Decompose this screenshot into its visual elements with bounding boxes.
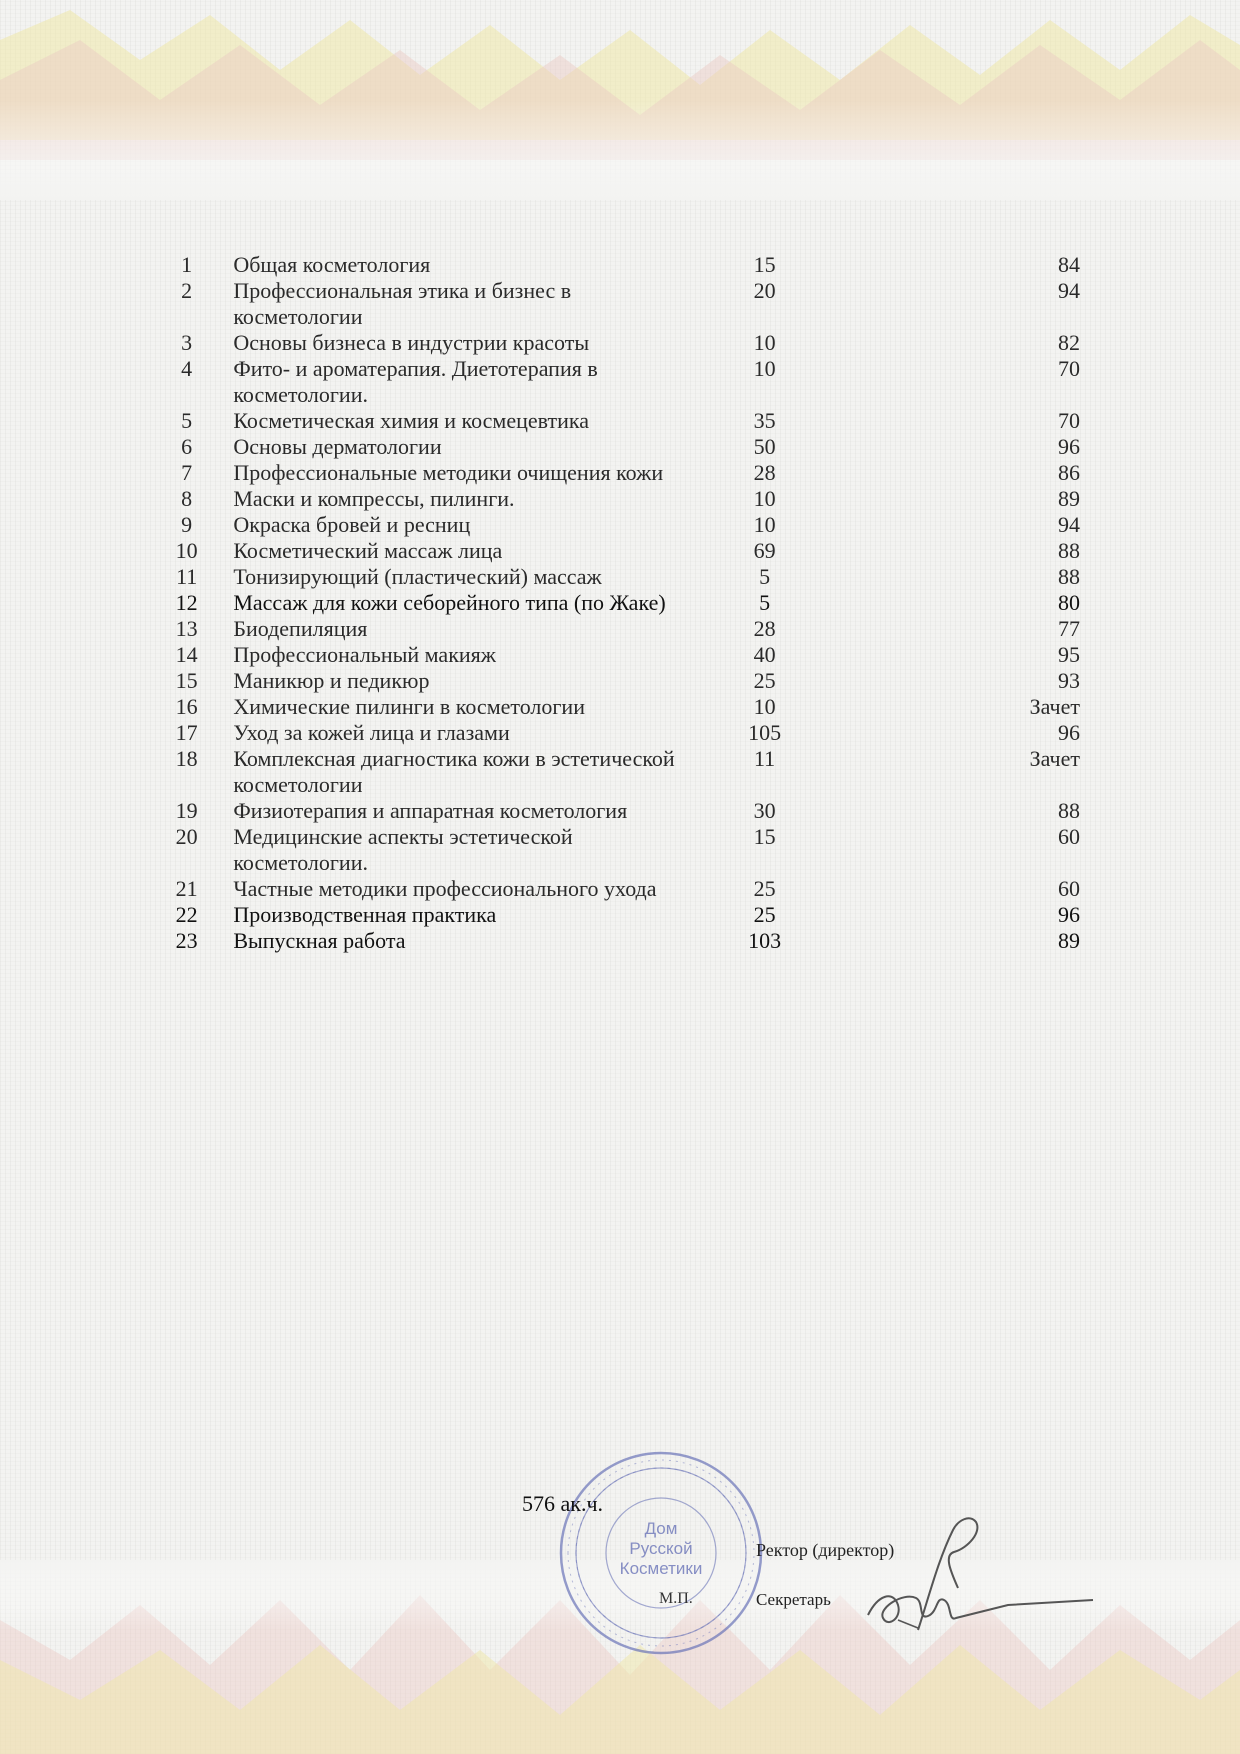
subject-number: 12 — [175, 590, 198, 615]
total-hours: 576 ак.ч. — [522, 1491, 604, 1516]
subject-number: 20 — [175, 824, 198, 849]
subject-grade: Зачет — [1029, 746, 1080, 771]
subject-number: 14 — [175, 642, 198, 667]
subject-number: 15 — [175, 668, 198, 693]
subject-row — [160, 928, 1110, 954]
subject-name: Косметическая химия и космецевтика — [233, 408, 589, 433]
subject-hours: 50 — [753, 434, 776, 459]
stamp-text-line-2: Русской — [629, 1539, 693, 1558]
subject-hours: 28 — [753, 460, 776, 485]
subject-row — [160, 616, 1110, 642]
subject-row — [160, 642, 1110, 668]
subject-number: 8 — [181, 486, 193, 511]
subject-number: 23 — [175, 928, 198, 953]
subject-number: 1 — [181, 252, 193, 277]
subject-number: 16 — [175, 694, 198, 719]
subject-grade: 84 — [1058, 252, 1080, 277]
subject-grade: 94 — [1058, 512, 1080, 537]
subject-grade: 82 — [1058, 330, 1080, 355]
decorative-top-band — [0, 0, 1240, 200]
subject-row — [160, 408, 1110, 434]
subject-number: 18 — [175, 746, 198, 771]
subject-row — [160, 564, 1110, 590]
subject-name: Частные методики профессионального ухода — [233, 876, 657, 901]
subject-name: Фито- и ароматерапия. Диетотерапия в косметологии. — [233, 356, 598, 407]
subject-row — [160, 460, 1110, 486]
subject-name: Профессиональный макияж — [233, 642, 496, 667]
subject-hours: 11 — [753, 746, 776, 771]
subject-grade: 93 — [1058, 668, 1080, 693]
subject-row — [160, 902, 1110, 928]
subject-grade: 60 — [1058, 824, 1080, 849]
subject-number: 13 — [175, 616, 198, 641]
institution-stamp — [556, 1448, 766, 1658]
subject-name: Окраска бровей и ресниц — [233, 512, 471, 537]
subject-number: 11 — [176, 564, 198, 589]
subject-number: 4 — [181, 356, 193, 381]
stamp-text-line-3: Косметики — [619, 1559, 703, 1578]
subject-name: Массаж для кожи себорейного типа (по Жаке) — [233, 590, 666, 615]
subject-number: 5 — [181, 408, 193, 433]
subject-grade: 88 — [1058, 798, 1080, 823]
subject-row — [160, 590, 1110, 616]
subject-name: Тонизирующий (пластический) массаж — [233, 564, 602, 589]
subject-number: 19 — [175, 798, 198, 823]
subject-name: Маски и компрессы, пилинги. — [233, 486, 515, 511]
subject-hours: 35 — [753, 408, 776, 433]
subject-hours: 105 — [748, 720, 782, 745]
subject-grade: 77 — [1058, 616, 1080, 641]
subject-hours: 5 — [759, 590, 771, 615]
subject-row — [160, 746, 1110, 798]
subject-hours: 103 — [748, 928, 782, 953]
subject-number: 7 — [181, 460, 193, 485]
subject-row — [160, 538, 1110, 564]
subject-name: Общая косметология — [233, 252, 431, 277]
subject-hours: 69 — [753, 538, 776, 563]
subject-hours: 25 — [753, 668, 776, 693]
subject-name: Медицинские аспекты эстетической косметологии. — [233, 824, 573, 875]
subject-name: Физиотерапия и аппаратная косметология — [233, 798, 628, 823]
subject-grade: 96 — [1058, 720, 1080, 745]
subject-row — [160, 486, 1110, 512]
subject-row — [160, 798, 1110, 824]
subject-hours: 30 — [753, 798, 776, 823]
subject-name: Основы бизнеса в индустрии красоты — [233, 330, 590, 355]
subject-name: Комплексная диагностика кожи в эстетической косметологии — [233, 746, 675, 797]
subject-hours: 10 — [753, 330, 776, 355]
subject-row — [160, 694, 1110, 720]
subject-hours: 10 — [753, 512, 776, 537]
subject-number: 3 — [181, 330, 193, 355]
subject-grade: 60 — [1058, 876, 1080, 901]
subject-name: Основы дерматологии — [233, 434, 442, 459]
subject-row — [160, 668, 1110, 694]
subject-grade: 88 — [1058, 564, 1080, 589]
subject-hours: 10 — [753, 486, 776, 511]
subject-hours: 20 — [753, 278, 776, 303]
subject-grade: 96 — [1058, 902, 1080, 927]
subject-name: Маникюр и педикюр — [233, 668, 430, 693]
subject-number: 17 — [175, 720, 198, 745]
subject-hours: 10 — [753, 356, 776, 381]
handwritten-signature — [858, 1500, 1098, 1650]
secretary-label: Секретарь — [756, 1590, 831, 1609]
subject-number: 9 — [181, 512, 193, 537]
subject-grade: 70 — [1058, 408, 1080, 433]
subject-row — [160, 720, 1110, 746]
subject-number: 10 — [175, 538, 198, 563]
subject-grade: 95 — [1058, 642, 1080, 667]
subject-grade: 89 — [1058, 486, 1080, 511]
subject-hours: 40 — [753, 642, 776, 667]
subject-name: Уход за кожей лица и глазами — [233, 720, 510, 745]
subject-name: Биодепиляция — [233, 616, 368, 641]
subject-row — [160, 252, 1110, 278]
subject-row — [160, 824, 1110, 876]
subject-grade: 89 — [1058, 928, 1080, 953]
subject-number: 6 — [181, 434, 193, 459]
subject-number: 21 — [175, 876, 198, 901]
subjects-table — [160, 252, 1110, 954]
subject-name: Профессиональные методики очищения кожи — [233, 460, 664, 485]
subject-hours: 25 — [753, 902, 776, 927]
subject-hours: 25 — [753, 876, 776, 901]
subject-hours: 15 — [753, 252, 776, 277]
subject-grade: 86 — [1058, 460, 1080, 485]
subject-grade: Зачет — [1029, 694, 1080, 719]
subject-row — [160, 876, 1110, 902]
subject-grade: 96 — [1058, 434, 1080, 459]
subject-row — [160, 434, 1110, 460]
subject-row — [160, 330, 1110, 356]
subject-row — [160, 356, 1110, 408]
subject-hours: 5 — [759, 564, 771, 589]
subject-name: Производственная практика — [233, 902, 497, 927]
subject-name: Химические пилинги в косметологии — [233, 694, 585, 719]
subject-grade: 88 — [1058, 538, 1080, 563]
subject-hours: 28 — [753, 616, 776, 641]
subject-name: Профессиональная этика и бизнес в косметологии — [233, 278, 572, 329]
subject-number: 22 — [175, 902, 198, 927]
subject-name: Косметический массаж лица — [233, 538, 503, 563]
subject-name: Выпускная работа — [233, 928, 406, 953]
stamp-text-line-1: Дом — [644, 1519, 678, 1538]
stamp-place-label: М.П. — [659, 1590, 693, 1607]
subject-row — [160, 512, 1110, 538]
subject-grade: 94 — [1058, 278, 1080, 303]
rector-label: Ректор (директор) — [756, 1540, 895, 1560]
subject-hours: 10 — [753, 694, 776, 719]
subject-hours: 15 — [753, 824, 776, 849]
subject-grade: 70 — [1058, 356, 1080, 381]
subject-row — [160, 278, 1110, 330]
subject-number: 2 — [181, 278, 193, 303]
subject-grade: 80 — [1058, 590, 1080, 615]
